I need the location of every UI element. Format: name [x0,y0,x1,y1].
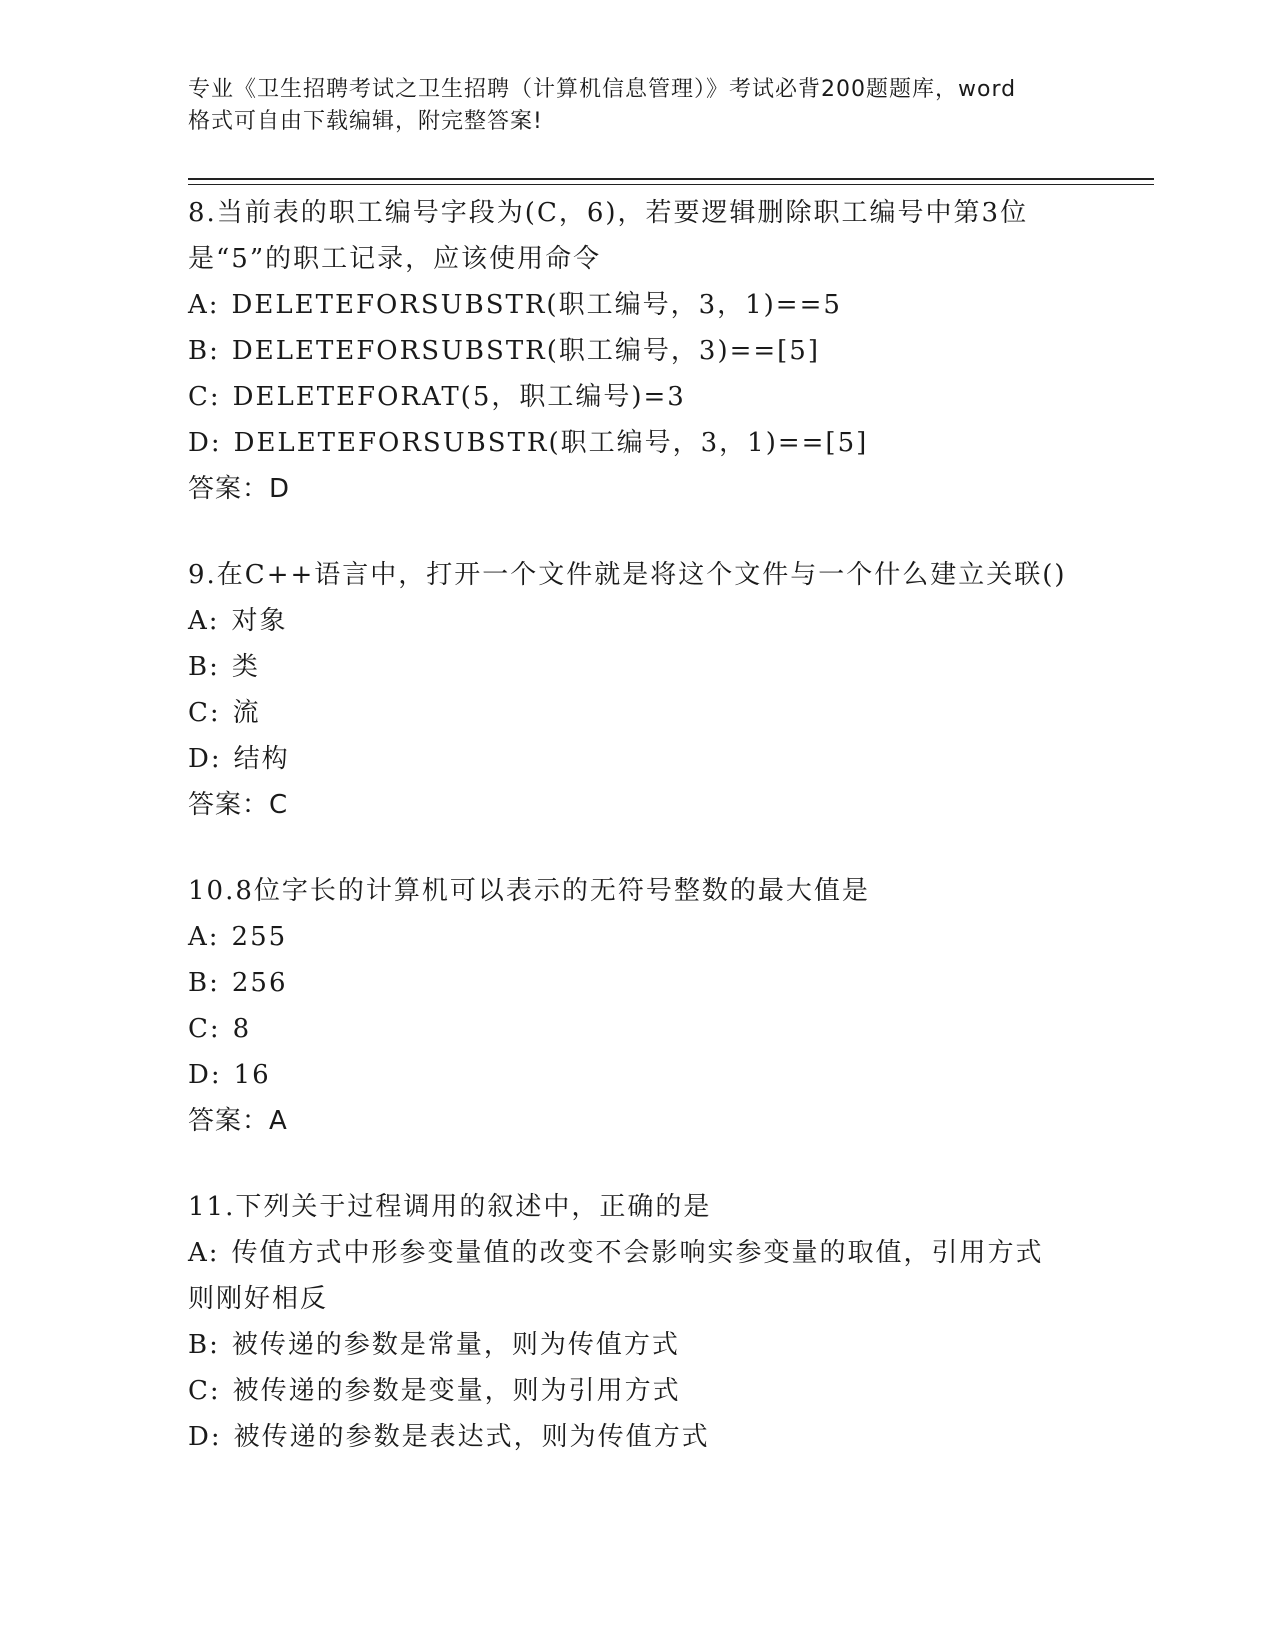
option-a [188,914,1148,960]
document-header [188,74,1088,138]
header-line-1: 专业《卫生招聘考试之卫生招聘（计算机信息管理）》考试必背200题题库，word [188,77,1017,102]
option-c [188,1368,1148,1414]
option-label: D: [188,1060,222,1090]
option-c [188,1006,1148,1052]
option-b [188,960,1148,1006]
option-text: 被传递的参数是常量，则为传值方式 [231,1330,680,1360]
option-label: B: [188,652,220,682]
question-10 [188,868,1148,1144]
option-label: B: [188,336,220,366]
question-11 [188,1184,1148,1460]
header-line-2: 格式可自由下载编辑，附完整答案! [188,109,543,134]
option-label: A: [188,290,220,320]
option-c [188,374,1148,420]
question-stem: 11.下列关于过程调用的叙述中，正确的是 [188,1192,712,1222]
option-text: DELETEFORAT(5，职工编号)=3 [232,382,686,412]
option-label: A: [188,606,220,636]
option-label: D: [188,428,222,458]
question-stem: 10.8位字长的计算机可以表示的无符号整数的最大值是 [188,876,870,906]
option-text: 对象 [231,606,288,636]
option-d [188,1414,1148,1460]
option-label: D: [188,744,222,774]
option-label: C: [188,1014,221,1044]
option-label: D: [188,1422,222,1452]
option-label: B: [188,1330,220,1360]
question-stem: 9.在C++语言中，打开一个文件就是将这个文件与一个什么建立关联() [188,560,1067,590]
question-stem: 8.当前表的职工编号字段为(C，6)，若要逻辑删除职工编号中第3位 [188,198,1029,228]
option-text: 256 [231,968,288,998]
option-text: DELETEFORSUBSTR(职工编号，3，1)==5 [231,290,842,320]
option-text: DELETEFORSUBSTR(职工编号，3，1)==[5] [233,428,869,458]
option-text: 8 [232,1014,252,1044]
option-label: C: [188,382,221,412]
option-text: 被传递的参数是变量，则为引用方式 [232,1376,681,1406]
question-9 [188,552,1148,828]
question-list [188,190,1148,1500]
option-a [188,1230,1148,1276]
option-c [188,690,1148,736]
option-text: 255 [231,922,288,952]
option-text: 类 [231,652,260,682]
answer-line: 答案：C [188,790,289,820]
option-d [188,736,1148,782]
option-label: C: [188,1376,221,1406]
answer-line: 答案：D [188,474,291,504]
option-label: A: [188,1238,220,1268]
option-text: 传值方式中形参变量值的改变不会影响实参变量的取值，引用方式 [231,1238,1044,1268]
option-text: 流 [232,698,261,728]
option-text: DELETEFORSUBSTR(职工编号，3)==[5] [231,336,820,366]
option-b [188,328,1148,374]
header-divider-bottom [188,184,1154,185]
header-divider-top [188,178,1154,180]
option-b [188,1322,1148,1368]
option-label: C: [188,698,221,728]
option-label: A: [188,922,220,952]
option-d [188,420,1148,466]
option-d [188,1052,1148,1098]
option-text: 16 [233,1060,271,1090]
question-stem-continued: 是“5”的职工记录，应该使用命令 [188,244,602,274]
question-8 [188,190,1148,512]
option-b [188,644,1148,690]
option-a [188,282,1148,328]
option-text: 结构 [233,744,290,774]
option-a-continued: 则刚好相反 [188,1284,329,1314]
option-a [188,598,1148,644]
answer-line: 答案：A [188,1106,288,1136]
option-label: B: [188,968,220,998]
option-text: 被传递的参数是表达式，则为传值方式 [233,1422,710,1452]
